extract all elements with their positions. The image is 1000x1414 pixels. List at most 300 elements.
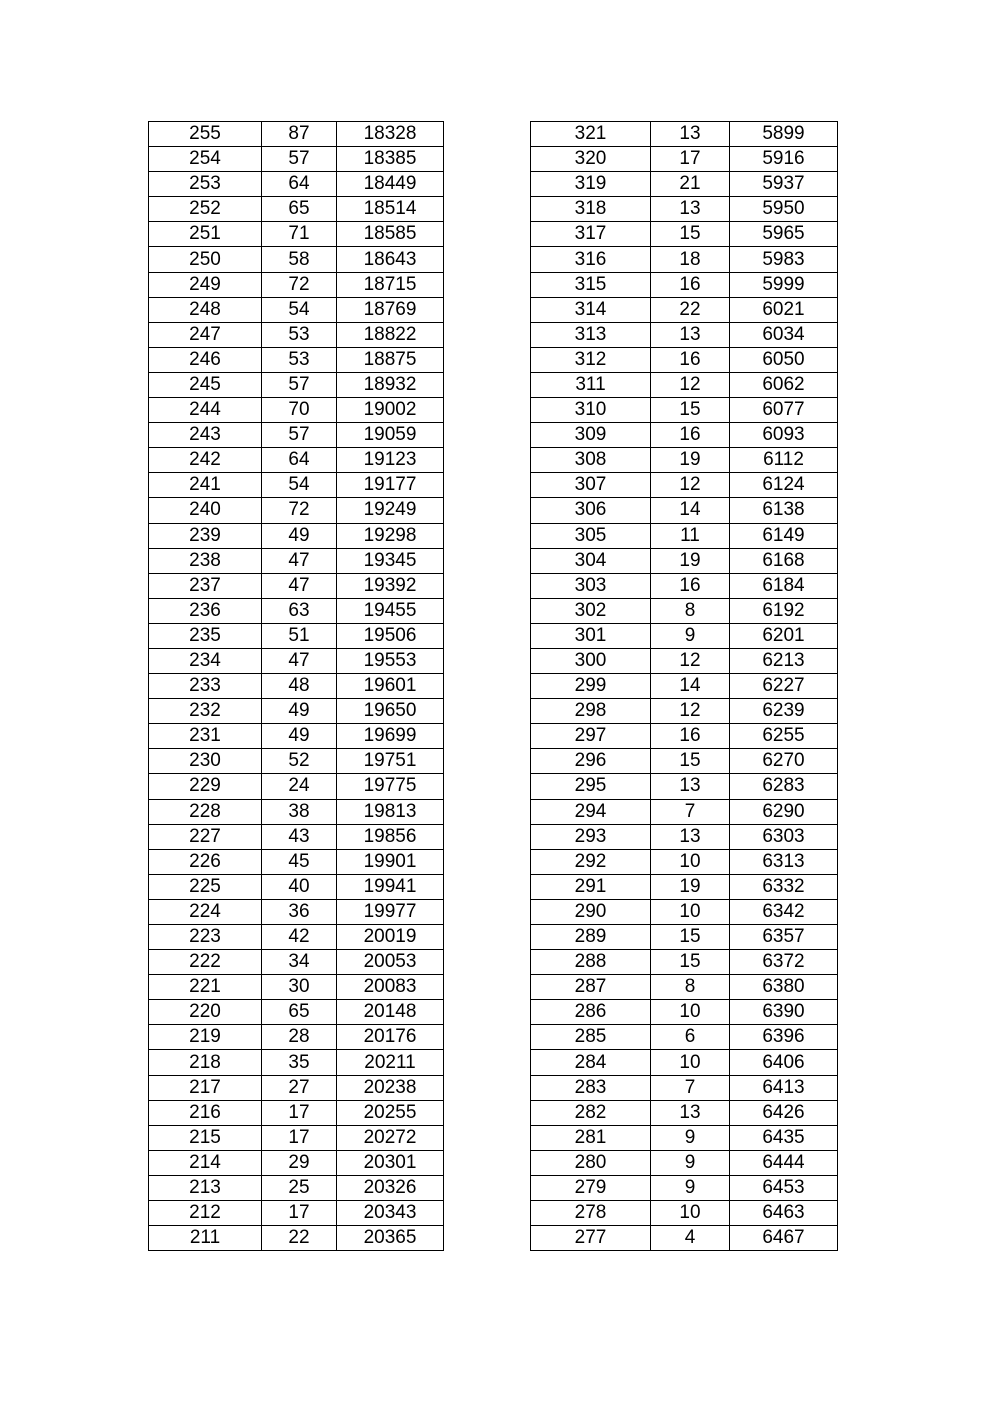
cumulative-cell: 19751 (337, 749, 444, 774)
score-cell: 304 (531, 548, 651, 573)
cumulative-cell: 20301 (337, 1150, 444, 1175)
cumulative-cell: 19002 (337, 398, 444, 423)
cumulative-cell: 6467 (730, 1226, 838, 1251)
table-row (531, 799, 838, 824)
table-row (531, 950, 838, 975)
count-cell: 11 (651, 523, 730, 548)
score-cell: 296 (531, 749, 651, 774)
score-cell: 227 (149, 824, 262, 849)
count-cell: 34 (262, 950, 337, 975)
cumulative-cell: 20019 (337, 925, 444, 950)
score-cell: 308 (531, 448, 651, 473)
cumulative-cell: 18822 (337, 322, 444, 347)
score-cell: 291 (531, 874, 651, 899)
score-cell: 303 (531, 573, 651, 598)
table-row (531, 172, 838, 197)
count-cell: 22 (651, 297, 730, 322)
cumulative-cell: 6413 (730, 1075, 838, 1100)
count-cell: 29 (262, 1150, 337, 1175)
score-cell: 246 (149, 347, 262, 372)
cumulative-cell: 6239 (730, 699, 838, 724)
count-cell: 9 (651, 623, 730, 648)
table-row (149, 423, 444, 448)
cumulative-cell: 6192 (730, 598, 838, 623)
table-row (149, 1050, 444, 1075)
cumulative-cell: 19977 (337, 899, 444, 924)
score-cell: 305 (531, 523, 651, 548)
table-row (531, 623, 838, 648)
table-row (531, 1175, 838, 1200)
cumulative-cell: 20343 (337, 1201, 444, 1226)
cumulative-cell: 6184 (730, 573, 838, 598)
table-row (531, 749, 838, 774)
table-row (149, 648, 444, 673)
score-cell: 321 (531, 122, 651, 147)
count-cell: 6 (651, 1025, 730, 1050)
table-row (531, 724, 838, 749)
count-cell: 47 (262, 573, 337, 598)
cumulative-cell: 6390 (730, 1000, 838, 1025)
table-row (531, 222, 838, 247)
score-cell: 286 (531, 1000, 651, 1025)
cumulative-cell: 5937 (730, 172, 838, 197)
score-cell: 236 (149, 598, 262, 623)
count-cell: 15 (651, 950, 730, 975)
count-cell: 45 (262, 849, 337, 874)
score-cell: 229 (149, 774, 262, 799)
table-row (531, 473, 838, 498)
table-row (531, 648, 838, 673)
score-cell: 245 (149, 372, 262, 397)
table-row (531, 975, 838, 1000)
score-cell: 294 (531, 799, 651, 824)
score-cell: 226 (149, 849, 262, 874)
score-cell: 233 (149, 674, 262, 699)
table-row (149, 222, 444, 247)
cumulative-cell: 19775 (337, 774, 444, 799)
table-row (531, 849, 838, 874)
count-cell: 38 (262, 799, 337, 824)
count-cell: 13 (651, 1100, 730, 1125)
cumulative-cell: 6213 (730, 648, 838, 673)
cumulative-cell: 18514 (337, 197, 444, 222)
table-row (531, 423, 838, 448)
table-row (531, 925, 838, 950)
cumulative-cell: 6313 (730, 849, 838, 874)
count-cell: 15 (651, 398, 730, 423)
score-cell: 247 (149, 322, 262, 347)
score-cell: 228 (149, 799, 262, 824)
score-cell: 297 (531, 724, 651, 749)
table-row (149, 1201, 444, 1226)
score-cell: 249 (149, 272, 262, 297)
table-row (531, 548, 838, 573)
score-cell: 310 (531, 398, 651, 423)
count-cell: 13 (651, 122, 730, 147)
cumulative-cell: 19059 (337, 423, 444, 448)
score-cell: 250 (149, 247, 262, 272)
cumulative-cell: 19298 (337, 523, 444, 548)
score-cell: 320 (531, 147, 651, 172)
score-cell: 309 (531, 423, 651, 448)
table-row (531, 1075, 838, 1100)
cumulative-cell: 19856 (337, 824, 444, 849)
table-row (149, 1000, 444, 1025)
cumulative-cell: 19345 (337, 548, 444, 573)
score-cell: 288 (531, 950, 651, 975)
cumulative-cell: 18643 (337, 247, 444, 272)
cumulative-cell: 6138 (730, 498, 838, 523)
count-cell: 17 (262, 1201, 337, 1226)
table-row (149, 799, 444, 824)
cumulative-cell: 18715 (337, 272, 444, 297)
cumulative-cell: 18585 (337, 222, 444, 247)
count-cell: 10 (651, 1201, 730, 1226)
count-cell: 47 (262, 548, 337, 573)
score-cell: 295 (531, 774, 651, 799)
table-row (531, 1150, 838, 1175)
table-row (149, 774, 444, 799)
table-row (531, 1201, 838, 1226)
score-cell: 222 (149, 950, 262, 975)
score-cell: 225 (149, 874, 262, 899)
score-cell: 252 (149, 197, 262, 222)
score-cell: 281 (531, 1125, 651, 1150)
table-row (531, 1000, 838, 1025)
cumulative-cell: 5916 (730, 147, 838, 172)
cumulative-cell: 6463 (730, 1201, 838, 1226)
cumulative-cell: 18769 (337, 297, 444, 322)
cumulative-cell: 19901 (337, 849, 444, 874)
score-cell: 284 (531, 1050, 651, 1075)
table-row (149, 925, 444, 950)
cumulative-cell: 19941 (337, 874, 444, 899)
count-cell: 63 (262, 598, 337, 623)
cumulative-cell: 6124 (730, 473, 838, 498)
table-row (531, 448, 838, 473)
cumulative-cell: 19123 (337, 448, 444, 473)
count-cell: 13 (651, 322, 730, 347)
count-cell: 12 (651, 473, 730, 498)
count-cell: 36 (262, 899, 337, 924)
score-cell: 253 (149, 172, 262, 197)
table-row (531, 874, 838, 899)
table-row (149, 272, 444, 297)
count-cell: 70 (262, 398, 337, 423)
cumulative-cell: 20255 (337, 1100, 444, 1125)
count-cell: 16 (651, 272, 730, 297)
cumulative-cell: 6112 (730, 448, 838, 473)
table-row (531, 247, 838, 272)
table-row (149, 147, 444, 172)
count-cell: 8 (651, 975, 730, 1000)
count-cell: 53 (262, 347, 337, 372)
cumulative-cell: 20211 (337, 1050, 444, 1075)
score-cell: 318 (531, 197, 651, 222)
score-cell: 221 (149, 975, 262, 1000)
score-cell: 234 (149, 648, 262, 673)
cumulative-cell: 5899 (730, 122, 838, 147)
count-cell: 43 (262, 824, 337, 849)
table-row (149, 899, 444, 924)
table-row (149, 573, 444, 598)
count-cell: 14 (651, 498, 730, 523)
cumulative-cell: 6372 (730, 950, 838, 975)
count-cell: 49 (262, 724, 337, 749)
score-cell: 290 (531, 899, 651, 924)
score-cell: 238 (149, 548, 262, 573)
score-cell: 218 (149, 1050, 262, 1075)
score-cell: 216 (149, 1100, 262, 1125)
count-cell: 71 (262, 222, 337, 247)
count-cell: 17 (651, 147, 730, 172)
score-cell: 241 (149, 473, 262, 498)
table-row (149, 623, 444, 648)
table-row (531, 197, 838, 222)
score-cell: 314 (531, 297, 651, 322)
count-cell: 35 (262, 1050, 337, 1075)
score-cell: 311 (531, 372, 651, 397)
table-row (531, 523, 838, 548)
cumulative-cell: 19813 (337, 799, 444, 824)
table-row (149, 674, 444, 699)
table-row (531, 398, 838, 423)
cumulative-cell: 6201 (730, 623, 838, 648)
count-cell: 16 (651, 573, 730, 598)
count-cell: 65 (262, 197, 337, 222)
cumulative-cell: 20326 (337, 1175, 444, 1200)
count-cell: 57 (262, 372, 337, 397)
cumulative-cell: 19650 (337, 699, 444, 724)
count-cell: 49 (262, 523, 337, 548)
score-cell: 299 (531, 674, 651, 699)
score-cell: 293 (531, 824, 651, 849)
count-cell: 21 (651, 172, 730, 197)
cumulative-cell: 19506 (337, 623, 444, 648)
count-cell: 52 (262, 749, 337, 774)
table-row (149, 372, 444, 397)
count-cell: 15 (651, 222, 730, 247)
count-cell: 9 (651, 1150, 730, 1175)
table-row (149, 1075, 444, 1100)
table-row (531, 899, 838, 924)
count-cell: 57 (262, 423, 337, 448)
score-cell: 244 (149, 398, 262, 423)
table-row (149, 950, 444, 975)
count-cell: 72 (262, 272, 337, 297)
table-row (531, 347, 838, 372)
score-cell: 302 (531, 598, 651, 623)
table-row (531, 297, 838, 322)
score-cell: 217 (149, 1075, 262, 1100)
count-cell: 9 (651, 1125, 730, 1150)
cumulative-cell: 6444 (730, 1150, 838, 1175)
table-row (149, 247, 444, 272)
table-row (531, 147, 838, 172)
cumulative-cell: 6435 (730, 1125, 838, 1150)
count-cell: 54 (262, 297, 337, 322)
table-row (149, 1100, 444, 1125)
table-row (531, 322, 838, 347)
count-cell: 57 (262, 147, 337, 172)
score-cell: 306 (531, 498, 651, 523)
cumulative-cell: 6342 (730, 899, 838, 924)
table-row (531, 498, 838, 523)
cumulative-cell: 20272 (337, 1125, 444, 1150)
table-row (149, 297, 444, 322)
table-row (531, 372, 838, 397)
cumulative-cell: 19177 (337, 473, 444, 498)
count-cell: 12 (651, 648, 730, 673)
cumulative-cell: 6034 (730, 322, 838, 347)
cumulative-cell: 6357 (730, 925, 838, 950)
score-cell: 239 (149, 523, 262, 548)
count-cell: 27 (262, 1075, 337, 1100)
cumulative-cell: 18449 (337, 172, 444, 197)
count-cell: 19 (651, 874, 730, 899)
count-cell: 51 (262, 623, 337, 648)
score-cell: 240 (149, 498, 262, 523)
cumulative-cell: 6303 (730, 824, 838, 849)
cumulative-cell: 6396 (730, 1025, 838, 1050)
table-row (149, 473, 444, 498)
count-cell: 16 (651, 423, 730, 448)
count-cell: 47 (262, 648, 337, 673)
cumulative-cell: 19455 (337, 598, 444, 623)
count-cell: 15 (651, 925, 730, 950)
table-row (149, 548, 444, 573)
count-cell: 8 (651, 598, 730, 623)
cumulative-cell: 6270 (730, 749, 838, 774)
cumulative-cell: 6332 (730, 874, 838, 899)
score-cell: 279 (531, 1175, 651, 1200)
count-cell: 10 (651, 849, 730, 874)
table-row (531, 1226, 838, 1251)
count-cell: 30 (262, 975, 337, 1000)
table-row (531, 1125, 838, 1150)
count-cell: 13 (651, 197, 730, 222)
cumulative-cell: 20238 (337, 1075, 444, 1100)
table-row (149, 398, 444, 423)
count-cell: 53 (262, 322, 337, 347)
count-cell: 16 (651, 724, 730, 749)
score-cell: 219 (149, 1025, 262, 1050)
cumulative-cell: 6426 (730, 1100, 838, 1125)
score-cell: 235 (149, 623, 262, 648)
cumulative-cell: 6290 (730, 799, 838, 824)
count-cell: 12 (651, 699, 730, 724)
table-row (149, 1125, 444, 1150)
count-cell: 18 (651, 247, 730, 272)
score-cell: 283 (531, 1075, 651, 1100)
count-cell: 54 (262, 473, 337, 498)
score-cell: 243 (149, 423, 262, 448)
table-row (531, 122, 838, 147)
score-cell: 230 (149, 749, 262, 774)
score-cell: 248 (149, 297, 262, 322)
table-row (149, 322, 444, 347)
count-cell: 19 (651, 548, 730, 573)
cumulative-cell: 20365 (337, 1226, 444, 1251)
count-cell: 12 (651, 372, 730, 397)
table-row (149, 197, 444, 222)
score-cell: 289 (531, 925, 651, 950)
score-cell: 315 (531, 272, 651, 297)
table-row (531, 674, 838, 699)
cumulative-cell: 6149 (730, 523, 838, 548)
score-cell: 278 (531, 1201, 651, 1226)
cumulative-cell: 18328 (337, 122, 444, 147)
cumulative-cell: 19249 (337, 498, 444, 523)
table-row (149, 1150, 444, 1175)
score-cell: 231 (149, 724, 262, 749)
table-row (531, 1050, 838, 1075)
cumulative-cell: 19699 (337, 724, 444, 749)
score-cell: 312 (531, 347, 651, 372)
count-cell: 64 (262, 448, 337, 473)
table-row (149, 824, 444, 849)
count-cell: 49 (262, 699, 337, 724)
count-cell: 25 (262, 1175, 337, 1200)
score-cell: 251 (149, 222, 262, 247)
cumulative-cell: 6021 (730, 297, 838, 322)
score-cell: 287 (531, 975, 651, 1000)
cumulative-cell: 6062 (730, 372, 838, 397)
cumulative-cell: 20083 (337, 975, 444, 1000)
score-cell: 280 (531, 1150, 651, 1175)
score-cell: 301 (531, 623, 651, 648)
table-row (149, 1226, 444, 1251)
count-cell: 14 (651, 674, 730, 699)
cumulative-cell: 20176 (337, 1025, 444, 1050)
cumulative-cell: 5950 (730, 197, 838, 222)
table-row (531, 573, 838, 598)
table-row (149, 498, 444, 523)
score-cell: 254 (149, 147, 262, 172)
table-row (531, 272, 838, 297)
count-cell: 7 (651, 799, 730, 824)
cumulative-cell: 6050 (730, 347, 838, 372)
score-cell: 292 (531, 849, 651, 874)
score-cell: 237 (149, 573, 262, 598)
table-row (531, 1100, 838, 1125)
cumulative-cell: 20053 (337, 950, 444, 975)
table-row (149, 122, 444, 147)
score-table-right (530, 121, 838, 1251)
score-cell: 212 (149, 1201, 262, 1226)
score-table-right-body (531, 122, 838, 1251)
cumulative-cell: 19601 (337, 674, 444, 699)
count-cell: 13 (651, 824, 730, 849)
count-cell: 24 (262, 774, 337, 799)
score-cell: 255 (149, 122, 262, 147)
score-cell: 316 (531, 247, 651, 272)
count-cell: 10 (651, 1000, 730, 1025)
table-row (149, 347, 444, 372)
count-cell: 65 (262, 1000, 337, 1025)
count-cell: 16 (651, 347, 730, 372)
count-cell: 17 (262, 1100, 337, 1125)
cumulative-cell: 6255 (730, 724, 838, 749)
cumulative-cell: 19392 (337, 573, 444, 598)
score-cell: 298 (531, 699, 651, 724)
cumulative-cell: 20148 (337, 1000, 444, 1025)
table-row (531, 598, 838, 623)
score-table-left (148, 121, 444, 1251)
count-cell: 40 (262, 874, 337, 899)
cumulative-cell: 6077 (730, 398, 838, 423)
table-row (149, 172, 444, 197)
